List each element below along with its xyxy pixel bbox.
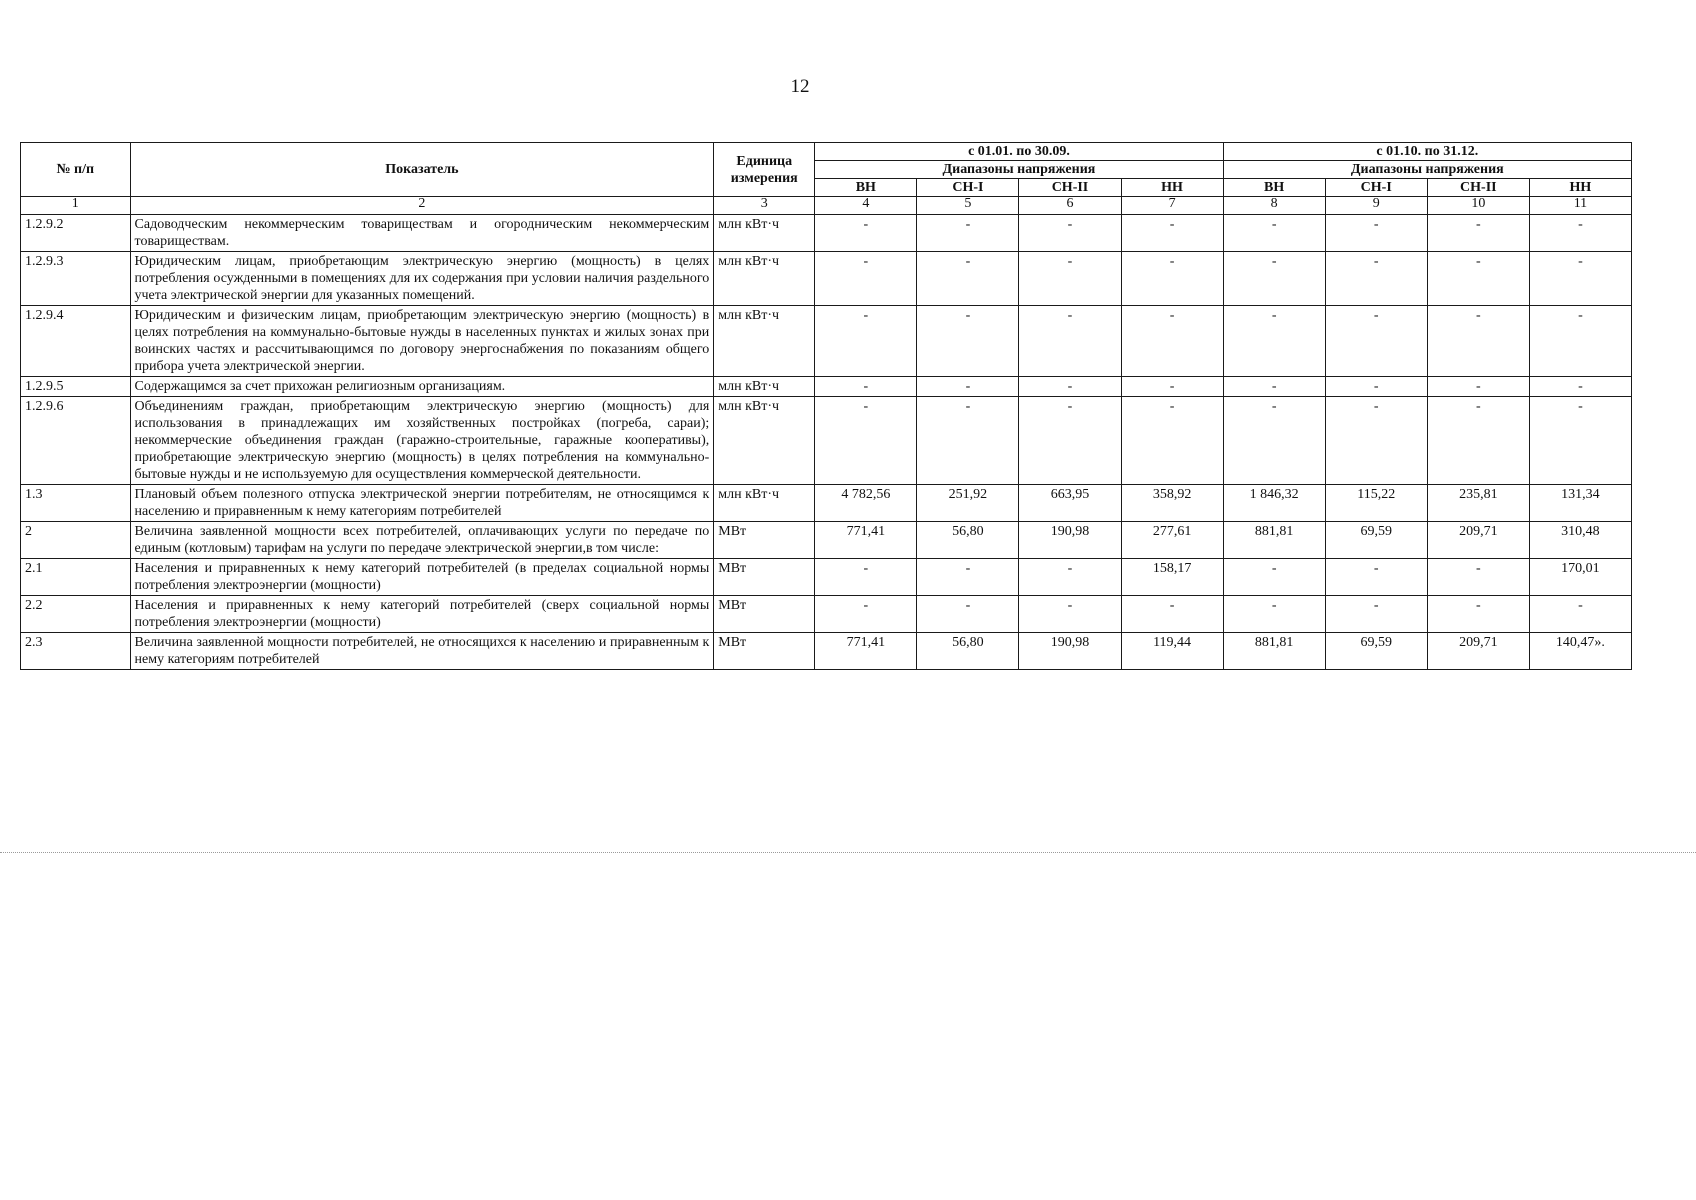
row-indicator: Садоводческим некоммерческим товариществам и огородническим некоммерческим товариществам. <box>130 215 714 252</box>
row-value: 140,47». <box>1529 633 1631 670</box>
header-unit: Единица измерения <box>714 143 815 197</box>
row-value: - <box>1529 397 1631 485</box>
column-number-row <box>21 197 1632 215</box>
row-value: - <box>815 596 917 633</box>
row-value: - <box>1529 596 1631 633</box>
table-header <box>21 143 1632 215</box>
row-unit: млн кВт·ч <box>714 377 815 397</box>
row-number: 2.2 <box>21 596 131 633</box>
table-row <box>21 306 1632 377</box>
row-value: - <box>917 306 1019 377</box>
row-indicator: Населения и приравненных к нему категорий потребителей (сверх социальной нормы потребления электроэнергии (мощности) <box>130 596 714 633</box>
row-indicator: Юридическим и физическим лицам, приобретающим электрическую энергию (мощность) в целях потребления на коммунально-бытовые нужды в населенных пунктах и жилых зонах при воинских частях и рассчитывающимся по договору энергоснабжения по показаниям общего прибора учета электрической энергии. <box>130 306 714 377</box>
row-unit: млн кВт·ч <box>714 306 815 377</box>
row-value: 56,80 <box>917 633 1019 670</box>
row-value: - <box>1223 215 1325 252</box>
header-voltage-3: СН-II <box>1019 179 1121 197</box>
row-value: - <box>1121 215 1223 252</box>
column-number: 8 <box>1223 197 1325 215</box>
row-number: 2.1 <box>21 559 131 596</box>
row-value: 69,59 <box>1325 522 1427 559</box>
row-value: 235,81 <box>1427 485 1529 522</box>
row-value: - <box>1121 596 1223 633</box>
row-value: 119,44 <box>1121 633 1223 670</box>
row-value: - <box>1325 252 1427 306</box>
row-value: - <box>1529 252 1631 306</box>
column-number: 3 <box>714 197 815 215</box>
row-unit: МВт <box>714 633 815 670</box>
header-period-2: с 01.10. по 31.12. <box>1223 143 1631 161</box>
row-indicator: Величина заявленной мощности потребителей, не относящихся к населению и приравненным к нему категориям потребителей <box>130 633 714 670</box>
table-row <box>21 377 1632 397</box>
row-value: - <box>1121 252 1223 306</box>
row-value: - <box>1325 559 1427 596</box>
row-value: - <box>917 397 1019 485</box>
row-value: 69,59 <box>1325 633 1427 670</box>
table-row <box>21 596 1632 633</box>
row-unit: млн кВт·ч <box>714 485 815 522</box>
row-value: 115,22 <box>1325 485 1427 522</box>
row-value: - <box>1121 377 1223 397</box>
header-voltage-4: НН <box>1121 179 1223 197</box>
row-value: - <box>815 559 917 596</box>
column-number: 9 <box>1325 197 1427 215</box>
row-unit: млн кВт·ч <box>714 215 815 252</box>
tariff-table-container <box>20 142 1632 670</box>
row-value: - <box>1529 215 1631 252</box>
row-number: 1.2.9.4 <box>21 306 131 377</box>
row-value: - <box>815 215 917 252</box>
header-period-1: с 01.01. по 30.09. <box>815 143 1223 161</box>
row-indicator: Плановый объем полезного отпуска электрической энергии потребителям, не относящимся к населению и приравненным к нему категориям потребителей <box>130 485 714 522</box>
header-voltage-6: СН-I <box>1325 179 1427 197</box>
header-indicator: Показатель <box>130 143 714 197</box>
row-indicator: Юридическим лицам, приобретающим электрическую энергию (мощность) в целях потребления осужденными в помещениях для их содержания при условии наличия раздельного учета электрической энергии для указанных помещений. <box>130 252 714 306</box>
row-value: 663,95 <box>1019 485 1121 522</box>
table-row <box>21 215 1632 252</box>
row-indicator: Населения и приравненных к нему категорий потребителей (в пределах социальной нормы потребления электроэнергии (мощности) <box>130 559 714 596</box>
column-number: 1 <box>21 197 131 215</box>
column-number: 11 <box>1529 197 1631 215</box>
row-value: 209,71 <box>1427 633 1529 670</box>
row-value: 310,48 <box>1529 522 1631 559</box>
row-number: 1.2.9.3 <box>21 252 131 306</box>
column-number: 10 <box>1427 197 1529 215</box>
row-value: - <box>917 252 1019 306</box>
row-number: 2 <box>21 522 131 559</box>
row-value: - <box>1121 397 1223 485</box>
row-value: 277,61 <box>1121 522 1223 559</box>
row-value: - <box>1427 596 1529 633</box>
row-value: - <box>917 215 1019 252</box>
row-value: - <box>1019 596 1121 633</box>
row-value: - <box>1325 215 1427 252</box>
row-unit: млн кВт·ч <box>714 252 815 306</box>
row-value: - <box>1019 559 1121 596</box>
row-value: 1 846,32 <box>1223 485 1325 522</box>
row-value: 190,98 <box>1019 633 1121 670</box>
row-indicator: Содержащимся за счет прихожан религиозным организациям. <box>130 377 714 397</box>
header-voltage-ranges-2: Диапазоны напряжения <box>1223 161 1631 179</box>
row-number: 1.2.9.6 <box>21 397 131 485</box>
row-value: - <box>1019 377 1121 397</box>
row-number: 1.2.9.5 <box>21 377 131 397</box>
row-number: 1.3 <box>21 485 131 522</box>
row-value: 771,41 <box>815 522 917 559</box>
row-value: - <box>1427 397 1529 485</box>
header-number: № п/п <box>21 143 131 197</box>
header-voltage-1: ВН <box>815 179 917 197</box>
row-value: 771,41 <box>815 633 917 670</box>
row-value: 190,98 <box>1019 522 1121 559</box>
row-value: - <box>1223 306 1325 377</box>
row-value: - <box>1223 397 1325 485</box>
header-voltage-8: НН <box>1529 179 1631 197</box>
header-voltage-ranges-1: Диапазоны напряжения <box>815 161 1223 179</box>
column-number: 5 <box>917 197 1019 215</box>
row-value: - <box>917 596 1019 633</box>
row-value: - <box>917 559 1019 596</box>
row-value: 358,92 <box>1121 485 1223 522</box>
row-indicator: Величина заявленной мощности всех потребителей, оплачивающих услуги по передаче по единым (котловым) тарифам на услуги по передаче электрической энергии,в том числе: <box>130 522 714 559</box>
row-value: - <box>1427 215 1529 252</box>
row-value: 881,81 <box>1223 633 1325 670</box>
row-value: 131,34 <box>1529 485 1631 522</box>
row-value: - <box>1427 377 1529 397</box>
row-value: - <box>1427 306 1529 377</box>
row-unit: МВт <box>714 522 815 559</box>
row-value: - <box>1325 397 1427 485</box>
row-value: - <box>1223 596 1325 633</box>
row-unit: млн кВт·ч <box>714 397 815 485</box>
row-value: - <box>1529 377 1631 397</box>
row-value: - <box>815 306 917 377</box>
table-row <box>21 559 1632 596</box>
scan-artifact-line <box>0 852 1696 853</box>
table-row <box>21 633 1632 670</box>
header-voltage-5: ВН <box>1223 179 1325 197</box>
row-value: - <box>1223 377 1325 397</box>
table-row <box>21 252 1632 306</box>
row-value: 209,71 <box>1427 522 1529 559</box>
row-value: 4 782,56 <box>815 485 917 522</box>
row-value: 158,17 <box>1121 559 1223 596</box>
row-value: - <box>815 252 917 306</box>
column-number: 7 <box>1121 197 1223 215</box>
row-value: - <box>917 377 1019 397</box>
row-unit: МВт <box>714 596 815 633</box>
row-value: - <box>1121 306 1223 377</box>
header-voltage-2: СН-I <box>917 179 1019 197</box>
table-row <box>21 397 1632 485</box>
row-value: - <box>1427 252 1529 306</box>
table-body <box>21 215 1632 670</box>
row-number: 2.3 <box>21 633 131 670</box>
row-value: - <box>1325 306 1427 377</box>
row-value: - <box>1019 215 1121 252</box>
table-row <box>21 522 1632 559</box>
row-number: 1.2.9.2 <box>21 215 131 252</box>
row-value: - <box>815 397 917 485</box>
header-voltage-7: СН-II <box>1427 179 1529 197</box>
row-value: 251,92 <box>917 485 1019 522</box>
row-value: - <box>1019 252 1121 306</box>
row-value: - <box>1529 306 1631 377</box>
row-value: - <box>1427 559 1529 596</box>
row-value: - <box>1325 596 1427 633</box>
row-value: - <box>1019 306 1121 377</box>
row-value: 56,80 <box>917 522 1019 559</box>
row-value: 170,01 <box>1529 559 1631 596</box>
row-value: - <box>1019 397 1121 485</box>
row-value: - <box>1325 377 1427 397</box>
row-value: - <box>815 377 917 397</box>
column-number: 4 <box>815 197 917 215</box>
tariff-table <box>20 142 1632 670</box>
row-value: - <box>1223 252 1325 306</box>
page-number: 12 <box>790 76 810 97</box>
column-number: 2 <box>130 197 714 215</box>
table-row <box>21 485 1632 522</box>
row-indicator: Объединениям граждан, приобретающим электрическую энергию (мощность) для использования в принадлежащих им хозяйственных постройках (погреба, сараи); некоммерческие объединения граждан (гаражно-строительные, гаражные кооперативы), приобретающие электрическую энергию (мощность) в целях потребления на коммунально-бытовые нужды и не используемую для осуществления коммерческой деятельности. <box>130 397 714 485</box>
row-value: - <box>1223 559 1325 596</box>
row-unit: МВт <box>714 559 815 596</box>
row-value: 881,81 <box>1223 522 1325 559</box>
column-number: 6 <box>1019 197 1121 215</box>
